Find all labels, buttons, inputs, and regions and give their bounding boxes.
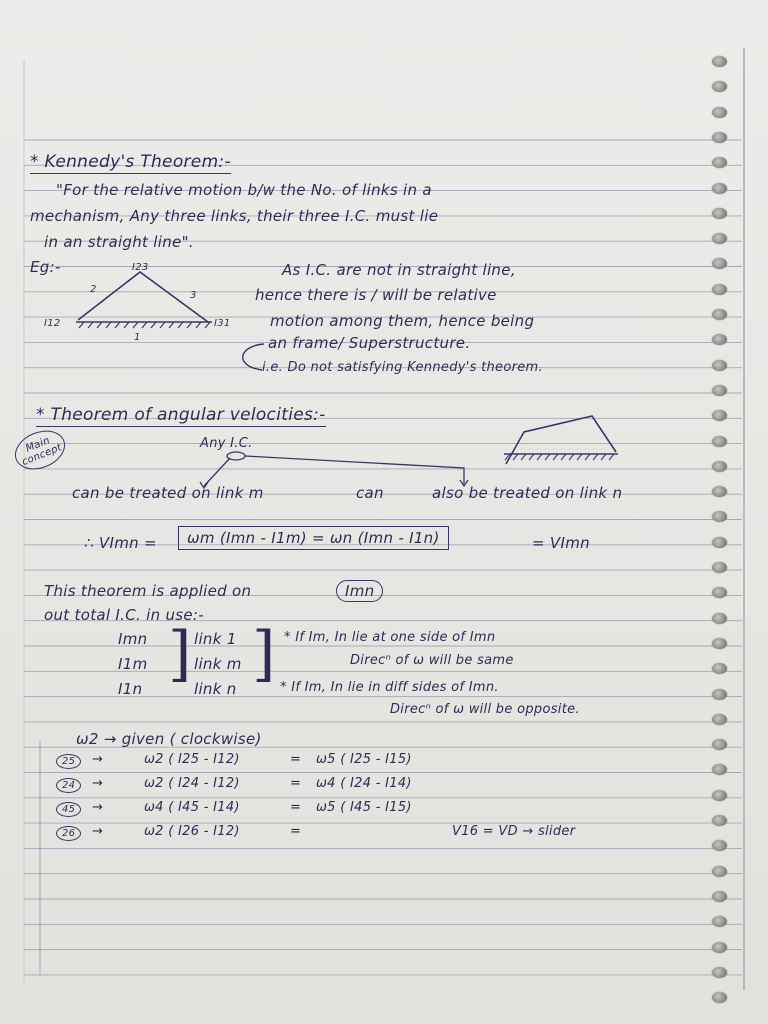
fig-label-right: I31 <box>214 318 231 329</box>
binding-hole <box>712 461 727 472</box>
binding-hole <box>712 967 727 978</box>
treated-right: also be treated on link n <box>432 484 623 502</box>
binding-hole <box>712 689 727 700</box>
treated-mid: can <box>356 484 384 502</box>
row-rhs: ω5 ( I45 - I15) <box>316 800 412 815</box>
binding-hole <box>712 284 727 295</box>
row-eq: = <box>290 800 302 815</box>
kennedy-line-2: mechanism, Any three links, their three I.C. must lie <box>30 207 439 225</box>
fig-side-left: 2 <box>90 284 97 295</box>
angular-heading <box>36 405 326 425</box>
rule-1: * If Im, In lie at one side of Imn <box>284 630 496 645</box>
row-lhs: ω2 ( I24 - I12) <box>144 776 240 791</box>
row-arrow: → <box>92 800 104 815</box>
binding-hole <box>712 815 727 826</box>
binding-hole <box>712 360 727 371</box>
link-3: link n <box>194 680 237 698</box>
kennedy-line-3: in an straight line". <box>44 233 194 251</box>
formula-lhs: ∴ VImn = <box>84 534 157 552</box>
row-eq: = <box>290 824 302 839</box>
brace-left: ] <box>168 619 192 689</box>
eg-label: Eg:- <box>30 258 61 276</box>
fig-side-bottom: 1 <box>134 332 141 343</box>
ic-3: I1n <box>118 680 143 698</box>
row-tag: 24 <box>56 778 81 793</box>
binding-hole <box>712 385 727 396</box>
rule-2b: Direcⁿ of ω will be opposite. <box>390 702 580 717</box>
ic-2: I1m <box>118 655 148 673</box>
applied-text: This theorem is applied on <box>44 582 252 600</box>
quad-figure <box>500 408 620 470</box>
fig-label-left: I12 <box>44 318 61 329</box>
formula-rhs: = VImn <box>532 534 590 552</box>
row-lhs: ω2 ( I26 - I12) <box>144 824 240 839</box>
formula-box: ωm (Imn - I1m) = ωn (Imn - I1n) <box>178 526 449 550</box>
fig-label-top: I23 <box>132 262 149 273</box>
slider-note: V16 = VD → slider <box>452 824 576 839</box>
kennedy-note-4: an frame/ Superstructure. <box>268 334 471 352</box>
applied-target: Imn <box>336 580 383 602</box>
given-line: ω2 → given ( clockwise) <box>76 730 262 748</box>
total-ic-text: out total I.C. in use:- <box>44 606 204 624</box>
binding-hole <box>712 309 727 320</box>
kennedy-note-3: motion among them, hence being <box>270 312 535 330</box>
main-concept-stamp: Main concept <box>9 424 71 477</box>
kennedy-note-2: hence there is / will be relative <box>255 286 497 304</box>
binding-hole <box>712 613 727 624</box>
row-rhs: ω5 ( I25 - I15) <box>316 752 412 767</box>
row-lhs: ω4 ( I45 - I14) <box>144 800 240 815</box>
triangle-figure <box>40 258 270 348</box>
binding-hole <box>712 56 727 67</box>
brace-right: ] <box>252 619 276 689</box>
binding-hole <box>712 562 727 573</box>
binding-hole <box>712 866 727 877</box>
link-2: link m <box>194 655 242 673</box>
kennedy-note-1: As I.C. are not in straight line, <box>282 261 516 279</box>
binding-hole <box>712 537 727 548</box>
binding-hole <box>712 132 727 143</box>
binding-hole <box>712 942 727 953</box>
link-1: link 1 <box>194 630 237 648</box>
binding-hole <box>712 107 727 118</box>
binding-hole <box>712 183 727 194</box>
kennedy-note-5: i.e. Do not satisfying Kennedy's theorem. <box>262 360 543 375</box>
row-rhs: ω4 ( I24 - I14) <box>316 776 412 791</box>
binding-hole <box>712 891 727 902</box>
any-ic-label: Any I.C. <box>200 436 253 451</box>
row-tag: 26 <box>56 826 81 841</box>
row-eq: = <box>290 752 302 767</box>
angular-heading-text: * Theorem of angular velocities:- <box>36 405 326 425</box>
row-tag: 45 <box>56 802 81 817</box>
row-tag: 25 <box>56 754 81 769</box>
row-lhs: ω2 ( I25 - I12) <box>144 752 240 767</box>
kennedy-line-1: "For the relative motion b/w the No. of links in a <box>56 181 432 199</box>
rule-2: * If Im, In lie in diff sides of Imn. <box>280 680 499 695</box>
binding-hole <box>712 790 727 801</box>
binding-hole <box>712 436 727 447</box>
fig-side-right: 3 <box>190 290 197 301</box>
kennedy-heading: * Kennedy's Theorem:- <box>30 152 231 172</box>
row-arrow: → <box>92 776 104 791</box>
binding-hole <box>712 638 727 649</box>
binding-hole <box>712 714 727 725</box>
row-arrow: → <box>92 824 104 839</box>
row-eq: = <box>290 776 302 791</box>
treated-left: can be treated on link m <box>72 484 264 502</box>
ic-1: Imn <box>118 630 148 648</box>
arrow-icon <box>228 340 268 374</box>
rule-1b: Direcⁿ of ω will be same <box>350 653 514 668</box>
binding-hole <box>712 208 727 219</box>
row-arrow: → <box>92 752 104 767</box>
